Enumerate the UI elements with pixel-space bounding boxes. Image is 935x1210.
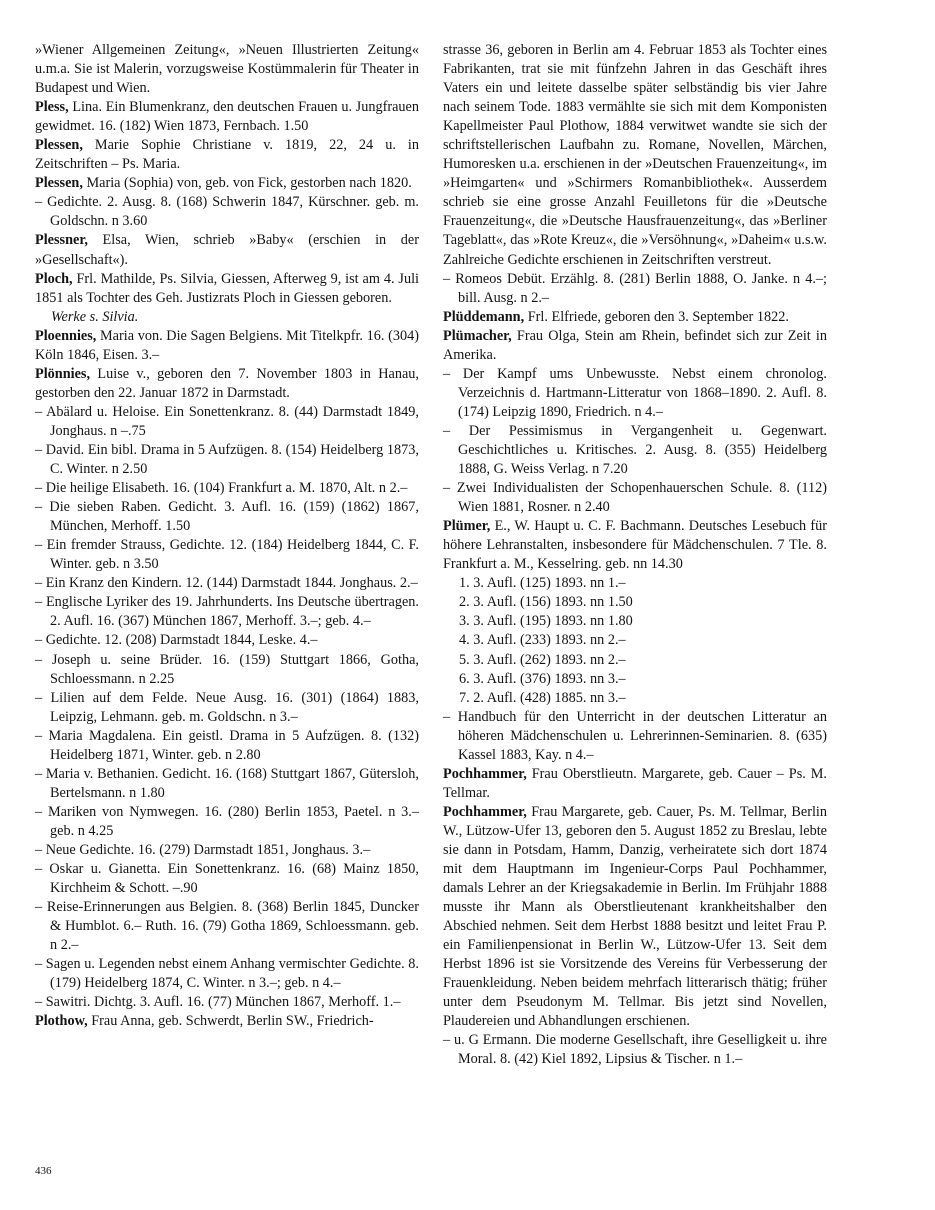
entry-text: Elsa, Wien, schrieb »Baby« (erschien in der »Gesellschaft«). xyxy=(35,232,419,268)
entry-text: Frau Anna, geb. Schwerdt, Berlin SW., Friedrich- xyxy=(87,1013,374,1030)
entry-text: Maria von. Die Sagen Belgiens. Mit Titelkpfr. 16. (304) Köln 1846, Eisen. 3.– xyxy=(35,327,419,363)
entry-headword: Plessen, xyxy=(35,175,83,192)
work-list-item: – Maria v. Bethanien. Gedicht. 16. (168) Stuttgart 1867, Gütersloh, Bertelsmann. n 1.80 xyxy=(35,765,419,801)
work-list-item: – Zwei Individualisten der Schopenhauerschen Schule. 8. (112) Wien 1881, Rosner. n 2.40 xyxy=(443,480,827,516)
entry-text: Frl. Elfriede, geboren den 3. September 1822. xyxy=(524,308,789,325)
volume-list-item: 7. 2. Aufl. (428) 1885. nn 3.– xyxy=(459,689,626,706)
work-list-item: – Ein fremder Strauss, Gedichte. 12. (184) Heidelberg 1844, C. F. Winter. geb. n 3.50 xyxy=(35,537,419,573)
work-list-item: – Lilien auf dem Felde. Neue Ausg. 16. (301) (1864) 1883, Leipzig, Lehmann. geb. m. Goldschn. n 3.– xyxy=(35,689,419,725)
entry-text: Marie Sophie Christiane v. 1819, 22, 24 u. in Zeitschriften – Ps. Maria. xyxy=(35,137,419,173)
work-list-item: – Englische Lyriker des 19. Jahrhunderts. Ins Deutsche übertragen. 2. Aufl. 16. (367) München 1867, Merhoff. 3.–; geb. 4.– xyxy=(35,594,419,630)
bibliography-entry xyxy=(35,98,419,136)
work-list-item: – Romeos Debüt. Erzählg. 8. (281) Berlin 1888, O. Janke. n 4.–; bill. Ausg. n 2.– xyxy=(443,270,827,306)
work-list-item: – Reise-Erinnerungen aus Belgien. 8. (368) Berlin 1845, Duncker & Humblot. 6.– Ruth. 16. (79) Gotha 1869, Schloessmann. geb. n 2.– xyxy=(35,899,419,954)
bibliography-entry xyxy=(443,803,827,1032)
entry-headword: Plessen, xyxy=(35,137,83,154)
work-list-item: – Gedichte. 12. (208) Darmstadt 1844, Leske. 4.– xyxy=(35,632,318,649)
bibliography-entry xyxy=(35,231,419,269)
entry-headword: Plönnies, xyxy=(35,365,91,382)
work-list-item: – u. G Ermann. Die moderne Gesellschaft, ihre Geselligkeit u. ihre Moral. 8. (42) Kiel 1892, Lipsius & Tischer. n 1.– xyxy=(443,1032,827,1068)
work-list-item: – Der Kampf ums Unbewusste. Nebst einem chronolog. Verzeichnis d. Hartmann-Litteratur von 1868–1890. 2. Aufl. 8. (174) Leipzig 1890, Friedrich. n 4.– xyxy=(443,365,827,420)
entry-headword: Pochhammer, xyxy=(443,803,527,820)
entry-text: Maria (Sophia) von, geb. von Fick, gestorben nach 1820. xyxy=(82,175,412,192)
bibliography-entry xyxy=(443,327,827,365)
entry-headword: Pochhammer, xyxy=(443,765,527,782)
work-list-item: – Ein Kranz den Kindern. 12. (144) Darmstadt 1844. Jonghaus. 2.– xyxy=(35,575,418,592)
entry-headword: Ploennies, xyxy=(35,327,97,344)
work-list-item: – Die sieben Raben. Gedicht. 3. Aufl. 16. (159) (1862) 1867, München, Merhoff. 1.50 xyxy=(35,499,419,535)
page-number: 436 xyxy=(35,1165,52,1177)
work-list-item: – David. Ein bibl. Drama in 5 Aufzügen. 8. (154) Heidelberg 1873, C. Winter. n 2.50 xyxy=(35,441,419,478)
bibliography-entry xyxy=(35,327,419,365)
right-column xyxy=(443,41,827,1070)
entry-headword: Plümer, xyxy=(443,518,491,535)
paragraph: »Wiener Allgemeinen Zeitung«, »Neuen Illustrierten Zeitung« u.m.a. Sie ist Malerin, vorzugsweise Kostümmalerin für Theater in Budapest und Wien. xyxy=(35,42,419,97)
bibliography-entry xyxy=(35,270,419,308)
bibliography-entry xyxy=(443,308,827,327)
work-list-item: – Mariken von Nymwegen. 16. (280) Berlin 1853, Paetel. n 3.– geb. n 4.25 xyxy=(35,803,419,839)
entry-headword: Plümacher, xyxy=(443,327,512,344)
entry-text: Frau Olga, Stein am Rhein, befindet sich zur Zeit in Amerika. xyxy=(443,327,827,363)
paragraph: strasse 36, geboren in Berlin am 4. Februar 1853 als Tochter eines Fabrikanten, trat sie mit fünfzehn Jahren in das Geschäft ihres Vaters ein und leitete dasselbe später selbständig bis vier Jahre nach seinem Tode. 1883 vermählte sie sich mit dem Komponisten Kapellmeister Paul Plothow, 1884 verwitwet wandte sie sich der schriftstellerischen Laufbahn zu. Romane, Novellen, Märchen, Humoresken u.a. erschienen in der »Deutschen Frauenzeitung«, im »Heimgarten« und »Schirmers Romanbibliothek«. Ausserdem schrieb sie eine grosse Anzahl Feuilletons für die »Deutsche Frauenzeitung«, die »Deutsche Hausfrauenzeitung«, das »Berliner Tageblatt«, das »Rote Kreuz«, die »Versöhnung«, »Daheim« u.s.w. Zahlreiche Gedichte erschienen in Zeitschriften verstreut. xyxy=(443,42,827,268)
bibliography-entry xyxy=(443,765,827,803)
work-list-item: – Gedichte. 2. Ausg. 8. (168) Schwerin 1847, Kürschner. geb. m. Goldschn. n 3.60 xyxy=(35,194,419,230)
volume-list-item: 3. 3. Aufl. (195) 1893. nn 1.80 xyxy=(459,613,633,630)
volume-list-item: 2. 3. Aufl. (156) 1893. nn 1.50 xyxy=(459,594,633,611)
work-list-item: – Der Pessimismus in Vergangenheit u. Gegenwart. Geschichtliches u. Kritisches. 2. Ausg. 8. (355) Heidelberg 1888, G. Weiss Verlag. n 7.20 xyxy=(443,422,827,478)
entry-headword: Plothow, xyxy=(35,1013,88,1030)
work-list-item: – Oskar u. Gianetta. Ein Sonettenkranz. 16. (68) Mainz 1850, Kirchheim & Schott. –.90 xyxy=(35,861,419,897)
entry-headword: Plessner, xyxy=(35,232,88,249)
work-list-item: – Abälard u. Heloise. Ein Sonettenkranz. 8. (44) Darmstadt 1849, Jonghaus. n –.75 xyxy=(35,403,419,439)
entry-text: Frau Margarete, geb. Cauer, Ps. M. Tellmar, Berlin W., Lützow-Ufer 13, geboren den 5. August 1852 zu Breslau, lebte sie dann in Potsdam, Hamm, Danzig, verheiratete sich dort 1874 mit dem Hauptmann im Ingenieur-Corps Paul Pochhammer, damals Lehrer an der Kriegsakademie in Berlin. Im Frühjahr 1888 musste ihr Mann als Oberstlieutenant krankheitshalber den Abschied nehmen. Seit dem Herbst 1888 besitzt und leitet Frau P. ein Familienpensionat in Berlin W., Lützow-Ufer 13. Seit dem Herbst 1896 ist sie Vorsitzende des Vereins für Verbesserung der Frauenkleidung. Neben beidem mehrfach litterarisch thätig; früher unter dem Pseudonym M. Tellmar. Bis jetzt sind Novellen, Plaudereien und Abhandlungen erschienen. xyxy=(443,803,827,1030)
entry-text: Frau Oberstlieutn. Margarete, geb. Cauer – Ps. M. Tellmar. xyxy=(443,765,827,801)
cross-reference-note: Werke s. Silvia. xyxy=(51,308,139,325)
bibliography-entry xyxy=(35,1012,419,1031)
work-list-item: – Die heilige Elisabeth. 16. (104) Frankfurt a. M. 1870, Alt. n 2.– xyxy=(35,480,408,497)
bibliography-entry xyxy=(35,365,419,403)
entry-headword: Ploch, xyxy=(35,270,73,287)
work-list-item: – Sawitri. Dichtg. 3. Aufl. 16. (77) München 1867, Merhoff. 1.– xyxy=(35,994,401,1011)
volume-list-item: 5. 3. Aufl. (262) 1893. nn 2.– xyxy=(459,651,626,668)
bibliography-entry xyxy=(35,136,419,174)
entry-headword: Pless, xyxy=(35,99,69,116)
bibliography-entry xyxy=(443,517,827,574)
volume-list-item: 1. 3. Aufl. (125) 1893. nn 1.– xyxy=(459,575,626,592)
volume-list-item: 4. 3. Aufl. (233) 1893. nn 2.– xyxy=(459,632,626,649)
work-list-item: – Neue Gedichte. 16. (279) Darmstadt 1851, Jonghaus. 3.– xyxy=(35,841,371,858)
work-list-item: – Handbuch für den Unterricht in der deutschen Litteratur an höheren Mädchenschulen u. Lehrerinnen-Seminarien. 8. (635) Kassel 1883, Kay. n 4.– xyxy=(443,708,827,763)
entry-text: E., W. Haupt u. C. F. Bachmann. Deutsches Lesebuch für höhere Lehranstalten, insbesondere für Mädchenschulen. 7 Tle. 8. Frankfurt a. M., Kesselring. geb. nn 14.30 xyxy=(443,518,827,573)
entry-text: Luise v., geboren den 7. November 1803 in Hanau, gestorben den 22. Januar 1872 in Darmstadt. xyxy=(35,365,419,401)
entry-text: Lina. Ein Blumenkranz, den deutschen Frauen u. Jungfrauen gewidmet. 16. (182) Wien 1873, Fernbach. 1.50 xyxy=(35,99,419,135)
left-column xyxy=(35,41,419,1031)
volume-list-item: 6. 3. Aufl. (376) 1893. nn 3.– xyxy=(459,670,626,687)
work-list-item: – Joseph u. seine Brüder. 16. (159) Stuttgart 1866, Gotha, Schloessmann. n 2.25 xyxy=(35,651,419,687)
work-list-item: – Maria Magdalena. Ein geistl. Drama in 5 Aufzügen. 8. (132) Heidelberg 1871, Winter. geb. n 2.80 xyxy=(35,727,419,763)
bibliography-entry xyxy=(35,174,419,193)
entry-text: Frl. Mathilde, Ps. Silvia, Giessen, Afterweg 9, ist am 4. Juli 1851 als Tochter des Geh. Justizrats Ploch in Giessen geboren. xyxy=(35,270,419,306)
entry-headword: Plüddemann, xyxy=(443,308,525,325)
work-list-item: – Sagen u. Legenden nebst einem Anhang vermischter Gedichte. 8. (179) Heidelberg 1874, C. Winter. n 3.–; geb. n 4.– xyxy=(35,956,419,992)
